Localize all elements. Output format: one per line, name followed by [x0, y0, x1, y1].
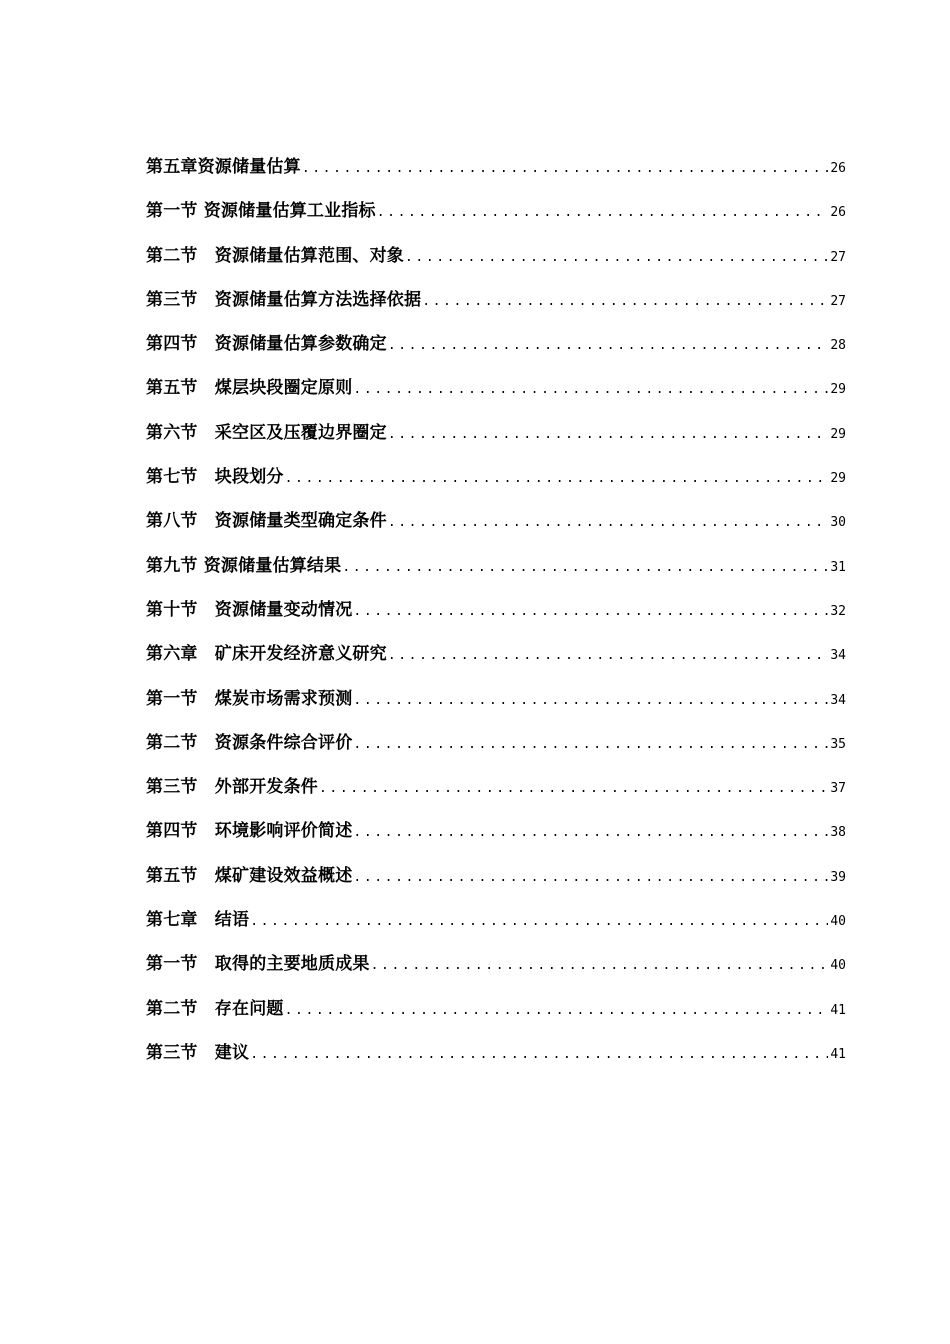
dot-leader	[319, 767, 828, 811]
entry-page-number: 34	[830, 648, 846, 664]
entry-title: 第六章 矿床开发经济意义研究	[146, 644, 387, 665]
entry-page-number: 29	[830, 382, 846, 398]
entry-page-number: 34	[830, 692, 846, 708]
entry-title: 第四节 资源储量估算参数确定	[146, 334, 387, 355]
entry-page-number: 30	[830, 515, 846, 531]
entry-page-number: 40	[830, 914, 846, 930]
dot-leader	[285, 457, 829, 501]
entry-title: 第二节 资源储量估算范围、对象	[146, 245, 404, 266]
toc-entry[interactable]	[146, 278, 846, 322]
dot-leader	[353, 679, 828, 723]
dot-leader	[342, 546, 828, 590]
dot-leader	[377, 191, 829, 235]
entry-page-number: 41	[830, 1002, 846, 1018]
toc-entry[interactable]	[146, 499, 846, 543]
entry-title: 第十节 资源储量变动情况	[146, 599, 353, 620]
dot-leader	[422, 280, 828, 324]
entry-title: 第一节 取得的主要地质成果	[146, 954, 370, 975]
dot-leader	[371, 944, 829, 988]
entry-title: 第三节 建议	[146, 1042, 250, 1063]
dot-leader	[353, 368, 828, 412]
entry-title: 第三节 资源储量估算方法选择依据	[146, 289, 422, 310]
entry-title: 第五节 煤矿建设效益概述	[146, 865, 353, 886]
dot-leader	[388, 501, 829, 545]
entry-page-number: 28	[830, 338, 846, 354]
dot-leader	[353, 811, 828, 855]
toc-entry[interactable]	[146, 987, 846, 1031]
toc-entry[interactable]	[146, 721, 846, 765]
toc-entry[interactable]	[146, 809, 846, 853]
dot-leader	[353, 590, 828, 634]
toc-entry[interactable]	[146, 411, 846, 455]
entry-page-number: 40	[830, 958, 846, 974]
dot-leader	[302, 147, 829, 191]
entry-page-number: 39	[830, 869, 846, 885]
toc-entry[interactable]	[146, 366, 846, 410]
entry-title: 第六节 采空区及压覆边界圈定	[146, 422, 387, 443]
toc-entry[interactable]	[146, 632, 846, 676]
toc-entry[interactable]	[146, 765, 846, 809]
table-of-contents	[146, 145, 846, 1075]
entry-page-number: 37	[830, 781, 846, 797]
entry-title: 第二节 资源条件综合评价	[146, 732, 353, 753]
toc-entry[interactable]	[146, 145, 846, 189]
toc-entry[interactable]	[146, 1031, 846, 1075]
dot-leader	[250, 1033, 828, 1077]
entry-page-number: 27	[830, 249, 846, 265]
entry-title: 第四节 环境影响评价简述	[146, 821, 353, 842]
dot-leader	[285, 989, 829, 1033]
toc-entry[interactable]	[146, 322, 846, 366]
toc-entry[interactable]	[146, 898, 846, 942]
toc-entry[interactable]	[146, 677, 846, 721]
toc-entry[interactable]	[146, 234, 846, 278]
dot-leader	[353, 723, 828, 767]
entry-page-number: 32	[830, 603, 846, 619]
toc-entry[interactable]	[146, 588, 846, 632]
dot-leader	[353, 856, 828, 900]
toc-entry[interactable]	[146, 854, 846, 898]
entry-title: 第一节 煤炭市场需求预测	[146, 688, 353, 709]
entry-page-number: 27	[830, 293, 846, 309]
entry-page-number: 29	[830, 471, 846, 487]
dot-leader	[405, 236, 828, 280]
toc-entry[interactable]	[146, 544, 846, 588]
entry-page-number: 41	[830, 1046, 846, 1062]
dot-leader	[388, 413, 829, 457]
entry-title: 第一节 资源储量估算工业指标	[146, 201, 376, 222]
entry-page-number: 31	[830, 559, 846, 575]
entry-page-number: 26	[830, 205, 846, 221]
dot-leader	[250, 900, 828, 944]
entry-page-number: 35	[830, 736, 846, 752]
entry-page-number: 38	[830, 825, 846, 841]
entry-title: 第三节 外部开发条件	[146, 777, 318, 798]
entry-title: 第七章 结语	[146, 910, 250, 931]
entry-title: 第八节 资源储量类型确定条件	[146, 511, 387, 532]
dot-leader	[388, 324, 829, 368]
entry-page-number: 29	[830, 426, 846, 442]
entry-page-number: 26	[830, 161, 846, 176]
entry-title: 第七节 块段划分	[146, 467, 284, 488]
toc-entry[interactable]	[146, 189, 846, 233]
entry-title: 第二节 存在问题	[146, 998, 284, 1019]
entry-title: 第九节 资源储量估算结果	[146, 555, 342, 576]
entry-title: 第五节 煤层块段圈定原则	[146, 378, 353, 399]
toc-entry[interactable]	[146, 942, 846, 986]
dot-leader	[388, 634, 829, 678]
toc-entry[interactable]	[146, 455, 846, 499]
entry-title: 第五章资源储量估算	[146, 157, 301, 177]
